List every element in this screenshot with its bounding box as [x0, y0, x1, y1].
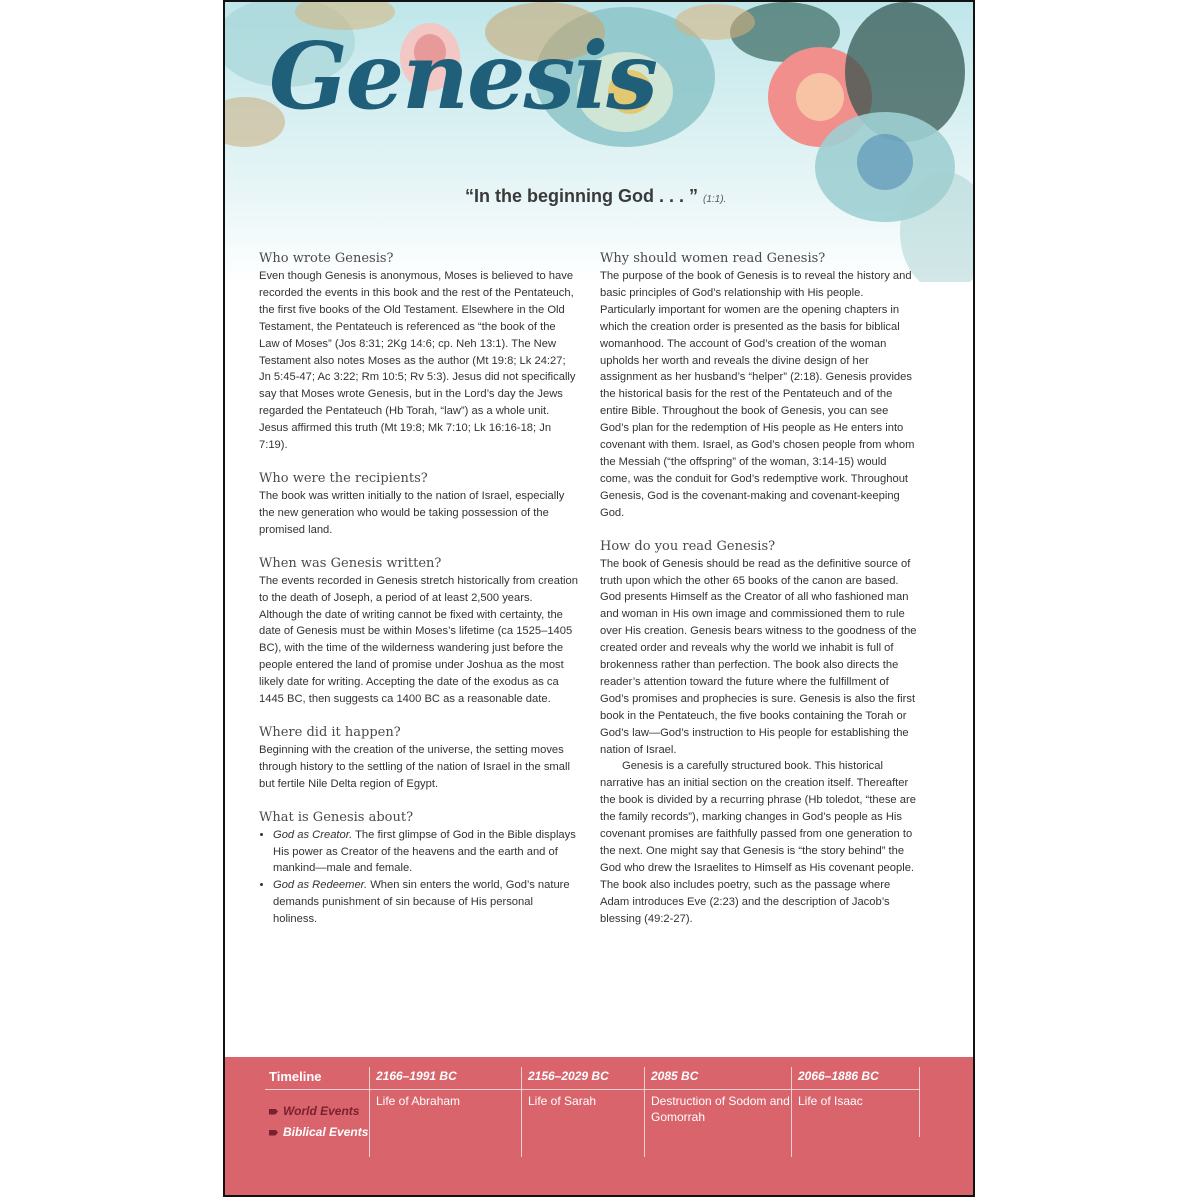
- section-why-women: [600, 250, 920, 522]
- section-paragraph: The purpose of the book of Genesis is to reveal the history and basic principles of God’s relationship with His people. Particularly important for women are the opening chapters in which the creation order is presented as the basis for biblical womanhood. The account of God’s creation of the woman upholds her worth and reveals the divine design of her assignment as her husband’s “helper” (2:18). Genesis provides the historical basis for the rest of the Pentateuch and of the entire Bible. Throughout the book of Genesis, you can see God’s plan for the redemption of His people as He enters into covenant with them. Israel, as God’s chosen people from whom the Messiah (“the offspring” of the woman, 3:14-15) would come, was the conduit for God’s redemptive work. Throughout Genesis, God is the covenant-making and covenant-keeping God.: [600, 270, 915, 519]
- page-title: Genesis: [269, 22, 657, 130]
- right-column: [600, 250, 920, 944]
- opening-quote: [465, 186, 726, 207]
- timeline-date: 2066–1886 BC: [798, 1069, 879, 1083]
- bullet-list: [259, 827, 579, 928]
- bullet-item: [273, 827, 579, 878]
- bullet-text: The first glimpse of God in the Bible displays His power as Creator of the heavens and the earth and of mankind—male and female.: [273, 828, 576, 875]
- timeline-event: Life of Isaac: [798, 1094, 863, 1108]
- section-heading: Who wrote Genesis?: [259, 251, 394, 266]
- bullet-lead: God as Creator.: [273, 828, 353, 841]
- section-how-read: [600, 538, 920, 928]
- legend-label: World Events: [283, 1104, 360, 1118]
- section-paragraph: Beginning with the creation of the universe, the setting moves through history to the settling of the nation of Israel in the small but fertile Nile Delta region of Egypt.: [259, 743, 570, 790]
- timeline-entry: [644, 1067, 790, 1157]
- arrow-tag-icon: [269, 1130, 278, 1136]
- legend-biblical-events: [269, 1122, 368, 1143]
- book-intro-page: [223, 0, 975, 1197]
- timeline-event: Life of Sarah: [528, 1094, 597, 1108]
- section-paragraph: The book was written initially to the nation of Israel, especially the new generation who would be taking possession of the promised land.: [259, 489, 565, 536]
- section-heading: Where did it happen?: [259, 724, 401, 740]
- bullet-lead: God as Redeemer.: [273, 879, 368, 892]
- timeline-entry: [521, 1067, 643, 1157]
- section-paragraph: Even though Genesis is anonymous, Moses is believed to have recorded the events in this book and the rest of the Pentateuch, the first five books of the Old Testament. Elsewhere in the Old Testament, the Pentateuch is referenced as “the book of the Law of Moses” (Jos 8:31; 2Kg 14:6; cp. Neh 13:1). The New Testament also notes Moses as the author (Mt 19:8; Lk 24:27; Jn 5:45-47; Ac 3:22; Rm 10:5; Rv 5:3). Jesus did not specifically say that Moses wrote Genesis, but in the Lord’s day the Jews regarded the Pentateuch (Hb Torah, “law”) as a whole unit. Jesus affirmed this truth (Mt 19:8; Mk 7:10; Lk 16:16-18; Jn 7:19).: [259, 270, 576, 452]
- timeline-date: 2085 BC: [651, 1069, 699, 1083]
- bullet-text: When sin enters the world, God’s nature demands punishment of sin because of His personal holiness.: [273, 879, 570, 926]
- section-paragraph: The events recorded in Genesis stretch historically from creation to the death of Joseph, a period of at least 2,500 years. Although the date of writing cannot be fixed with certainty, the date of Genesis must be within Moses’s lifetime (ca 1525–1405 BC), with the time of the wilderness wandering just before the people entered the land of promise under Joshua as the most likely date for writing. Accepting the date of the exodus as ca 1445 BC, then suggests ca 1400 BC as a reasonable date.: [259, 574, 578, 706]
- section-heading: How do you read Genesis?: [600, 538, 776, 554]
- timeline-event: Destruction of Sodom and Gomorrah: [651, 1094, 790, 1124]
- timeline-band: [225, 1057, 975, 1195]
- quote-reference: (1:1).: [703, 194, 727, 205]
- timeline-date: 2166–1991 BC: [376, 1069, 457, 1083]
- timeline-entry: [369, 1067, 519, 1157]
- section-paragraph: The book of Genesis should be read as the definitive source of truth upon which the other 65 books of the canon are based. God presents Himself as the Creator of all who fashioned man and woman in His own image and commissioned them to rule over His creation. Genesis bears witness to the goodness of the created order and reveals why the world we inhabit is full of brokenness rather than perfection. The book also directs the reader’s attention toward the future where the fulfillment of God’s promises and prophecies is sure. Genesis is also the first book in the Pentateuch, the five books containing the Torah or God’s law—God’s instruction to His people for establishing the nation of Israel.: [600, 557, 917, 756]
- section-about: [259, 809, 579, 928]
- section-recipients: [259, 470, 579, 539]
- section-where: [259, 724, 579, 793]
- section-heading: What is Genesis about?: [259, 809, 414, 825]
- section-heading: When was Genesis written?: [259, 555, 442, 571]
- left-column: [259, 250, 579, 944]
- quote-text: “In the beginning God . . . ”: [465, 186, 698, 206]
- arrow-tag-icon: [269, 1109, 278, 1115]
- timeline-legend: [269, 1101, 368, 1143]
- legend-label: Biblical Events: [283, 1125, 369, 1139]
- timeline-end-rule: [919, 1067, 920, 1137]
- timeline-entry: [791, 1067, 919, 1157]
- section-when-written: [259, 555, 579, 708]
- section-heading: Who were the recipients?: [259, 470, 428, 486]
- timeline-label: Timeline: [269, 1069, 322, 1084]
- legend-world-events: [269, 1101, 368, 1122]
- section-paragraph: Genesis is a carefully structured book. This historical narrative has an initial section on the creation itself. Thereafter the book is divided by a recurring phrase (Hb toledot, “these are the family records”), marking changes in God’s people as His covenant promises are faithfully passed from one generation to the next. One might say that Genesis is “the story behind” the God who drew the Israelites to Himself as His covenant people. The book also includes poetry, such as the passage where Adam introduces Eve (2:23) and the description of Jacob’s blessing (49:2-27).: [600, 760, 916, 925]
- timeline-event: Life of Abraham: [376, 1094, 461, 1108]
- bullet-item: [273, 877, 579, 928]
- section-who-wrote: [259, 250, 579, 454]
- timeline-date: 2156–2029 BC: [528, 1069, 609, 1083]
- section-heading: Why should women read Genesis?: [600, 251, 826, 266]
